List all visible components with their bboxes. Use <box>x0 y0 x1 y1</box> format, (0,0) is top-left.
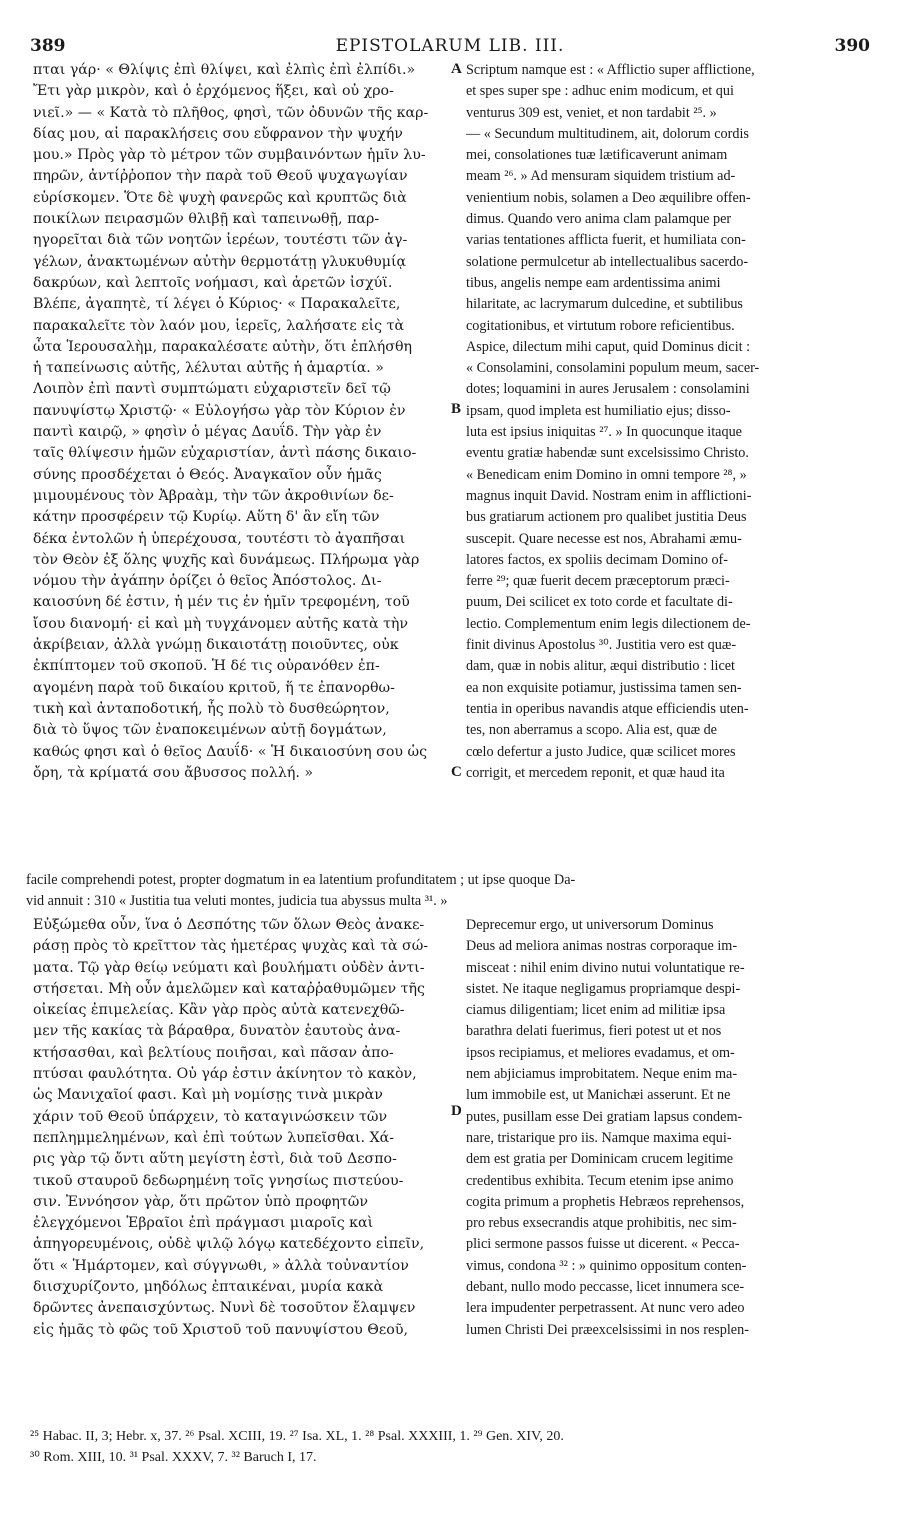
greek-line: πεπλημμελημένων, καὶ ἐπὶ τούτων λυπεῖσθαι. Χά- <box>33 1129 394 1146</box>
greek-line: αγομένη παρὰ τοῦ δικαίου κριτοῦ, ἥ τε ἐπανορθω- <box>33 679 395 696</box>
greek-line: ἀκρίβειαν, ἀλλὰ γνώμῃ δικαιοτάτῃ ποιοῦντες, οὐκ <box>33 637 399 654</box>
greek-line: εὑρίσκομεν. Ὅτε δὲ ψυχὴ φανερῶς καὶ κρυπτῶς διὰ <box>33 189 407 206</box>
latin-line: ipsam, quod impleta est humiliatio ejus; disso- <box>466 402 731 419</box>
greek-line: μεν τῆς κακίας τὰ βάραθρα, δυνατὸν ἑαυτοὺς ἀνα- <box>33 1023 401 1040</box>
greek-line: παντὶ καιρῷ, » φησὶν ὁ μέγας Δαυΐδ. Τὴν γὰρ ἐν <box>33 424 382 441</box>
latin-line: ciamus diligentiam; licet enim ad militiæ ipsa <box>466 1002 726 1019</box>
greek-line: διισχυρίζοντο, μηδόλως ἐπταικέναι, μυρία κακὰ <box>33 1279 384 1296</box>
greek-line: μιμουμένους τὸν Ἀβραὰμ, τὴν τῶν ἀκροθινίων δε- <box>33 487 394 504</box>
page-number-right: 390 <box>834 36 870 56</box>
footnote-line: ³⁰ Rom. XIII, 10. ³¹ Psal. XXXV, 7. ³² Baruch I, 17. <box>30 1450 317 1465</box>
greek-line: ἐλεγχόμενοι Ἑβραῖοι ἐπὶ πράγμασι μιαροῖς καὶ <box>33 1215 374 1232</box>
greek-line: τὸν Θεὸν ἐξ ὅλης ψυχῆς καὶ δυνάμεως. Πλήρωμα γὰρ <box>33 551 420 568</box>
latin-line: tibus, angelis nempe eam ardentissima animi <box>466 274 721 291</box>
greek-line: σύνης προσδέχεται ὁ Θεός. Ἀναγκαῖον οὖν ἡμᾶς <box>33 466 382 483</box>
latin-line: cœlo defertur a justo Judice, quæ scilicet mores <box>466 743 736 760</box>
latin-line: bus gratiarum actionem pro qualibet justitia Deus <box>466 509 747 526</box>
latin-line: — « Secundum multitudinem, ait, dolorum cordis <box>466 125 749 142</box>
greek-line: τικὴ καὶ ἀνταποδοτική, ἧς πολὺ τὸ δυσθεώρητον, <box>33 700 390 717</box>
greek-line: Ἔτι γὰρ μικρὸν, καὶ ὁ ἐρχόμενος ἥξει, καὶ οὐ χρο- <box>33 83 394 100</box>
latin-line: barathra delati fuerimus, fieri potest ut et nos <box>466 1023 722 1040</box>
latin-line: putes, pusillam esse Dei gratiam lapsus condem- <box>466 1108 743 1125</box>
latin-line: dem est gratia per Dominicam crucem legitime <box>466 1151 734 1168</box>
margin-marker-d: D <box>451 1103 462 1119</box>
latin-line: et spes super spe : adhuc enim modicum, et qui <box>466 83 734 100</box>
greek-line: παρακαλεῖτε τὸν λαόν μου, ἱερεῖς, λαλήσατε εἰς τὰ <box>33 317 405 334</box>
greek-line: στήσεται. Μὴ οὖν ἀμελῶμεν καὶ καταῤῥαθυμῶμεν τῆς <box>33 980 425 997</box>
greek-line: ράσῃ πρὸς τὸ κρεῖττον τὰς ἡμετέρας ψυχὰς καὶ τὰ σώ- <box>33 938 429 955</box>
greek-line: τικοῦ σταυροῦ δεδωρημένη τοῖς γνησίως πιστεύου- <box>33 1172 404 1189</box>
greek-line: ἐκπίπτομεν τοῦ σκοποῦ. Ἡ δέ τις οὐρανόθεν ἐπ- <box>33 658 380 675</box>
greek-line: μου.» Πρὸς γὰρ τὸ μέτρον τῶν συμβαινόντων ἡμῖν λυ- <box>33 147 426 164</box>
greek-line: εἰς ἡμᾶς τὸ φῶς τοῦ Χριστοῦ τοῦ πανυψίστου Θεοῦ, <box>33 1321 408 1338</box>
greek-line: δέκα ἐντολῶν ἡ ὑπερέχουσα, τουτέστι τὸ ἀγαπῆσαι <box>33 530 406 547</box>
latin-line: nare, tristarique pro iis. Namque maxima equi- <box>466 1129 732 1146</box>
greek-line: ἴσου διανομή· εἰ καὶ μὴ τυγχάνομεν αὐτῆς κατὰ τὴν <box>33 615 409 632</box>
latin-line: Aspice, dilectum mihi caput, quid Dominus dicit : <box>466 338 751 355</box>
greek-line: ρις γὰρ τῷ ὄντι αὕτη μεγίστη ἐστὶ, διὰ τοῦ Δεσπο- <box>33 1151 397 1168</box>
greek-line: διὰ τὸ ὕψος τῶν ἐναποκειμένων αὐτῇ δογμάτων, <box>33 722 387 739</box>
latin-line: venturus 309 est, veniet, et non tardabit ²⁵. » <box>466 104 717 121</box>
latin-line: ipsos recipiamus, et meliores evadamus, et om- <box>466 1044 735 1061</box>
latin-line: suscepit. Quare necesse est nos, Abrahami æmu- <box>466 530 742 547</box>
latin-line: debant, nullo modo peccasse, licet innumera sce- <box>466 1279 745 1296</box>
greek-line: ὡς Μανιχαῖοί φασι. Καὶ μὴ νομίσῃς τινὰ μικρὰν <box>33 1087 383 1104</box>
greek-line: νόμου τὴν ἀγάπην ὁρίζει ὁ θεῖος Ἀπόστολος. Δι- <box>33 573 382 590</box>
greek-line: Εὐξώμεθα οὖν, ἵνα ὁ Δεσπότης τῶν ὅλων Θεὸς ἀνακε- <box>33 917 425 933</box>
latin-line: lectio. Complementum enim legis dilectionem de- <box>466 615 751 632</box>
latin-line: latores factos, ex spoliis decimam Domino of- <box>466 551 729 568</box>
greek-line: ηγορεῖται διὰ τῶν νοητῶν ἱερέων, τουτέστι τῶν ἀγ- <box>33 232 408 249</box>
latin-line: varias tentationes afflicta fuerit, et humiliata con- <box>466 232 746 249</box>
full-width-line: facile comprehendi potest, propter dogmatum in ea latentium profunditatem ; ut ipse quoque Da- <box>26 872 576 888</box>
latin-line: puum, Dei scilicet ex toto corde et facultate di- <box>466 594 733 611</box>
greek-line: ματα. Τῷ γὰρ θείῳ νεύματι καὶ βουλήματι οὐδὲν ἀντι- <box>33 959 425 976</box>
full-width-line: vid annuit : 310 « Justitia tua veluti montes, judicia tua abyssus multa ³¹. » <box>26 893 448 910</box>
margin-marker-c: C <box>451 764 462 780</box>
page-header <box>30 36 870 58</box>
greek-line: ἡ ταπείνωσις αὐτῆς, λέλυται αὐτῆς ἡ ἁμαρτία. » <box>33 360 384 377</box>
latin-line: Scriptum namque est : « Afflictio super afflictione, <box>466 62 755 78</box>
greek-line: κάτην προσφέρειν τῷ Κυρίῳ. Αὕτη δ' ἂν εἴη τῶν <box>33 509 380 526</box>
greek-column-bottom <box>33 915 453 1341</box>
greek-line: ὦτα Ἱερουσαλὴμ, παρακαλέσατε αὐτὴν, ὅτι ἐπλήσθη <box>33 338 413 355</box>
latin-line: dimus. Quando vero anima clam palamque per <box>466 211 732 228</box>
footnote-line: ²⁵ Habac. II, 3; Hebr. x, 37. ²⁶ Psal. XCIII, 19. ²⁷ Isa. XL, 1. ²⁸ Psal. XXXIII, 1. ²⁹ Gen. XIV, 20. <box>30 1429 564 1444</box>
latin-line: « Benedicam enim Domino in omni tempore ²⁸, » <box>466 466 747 483</box>
latin-line: ferre ²⁹; quæ fuerit decem præceptorum præci- <box>466 573 730 590</box>
greek-line: καθώς φησι καὶ ὁ θεῖος Δαυΐδ· « Ἡ δικαιοσύνη σου ὡς <box>33 743 428 760</box>
latin-line: lumen Christi Dei præexcelsissimi in nos resplen- <box>466 1321 749 1338</box>
greek-line: χάριν τοῦ Θεοῦ ὑπάρχειν, τὸ καταγινώσκειν τῶν <box>33 1108 388 1125</box>
greek-line: καιοσύνη δέ ἐστιν, ἡ μέν τις ἐν ἡμῖν τρεφομένη, τοῦ <box>33 594 410 611</box>
greek-line: πται γάρ· « Θλίψις ἐπὶ θλίψει, καὶ ἐλπὶς ἐπὶ ἐλπίδι.» <box>33 62 416 78</box>
latin-line: eventu gratiæ habendæ sunt excelsissimo Christo. <box>466 445 749 462</box>
latin-line: dotes; loquamini in aures Jerusalem : consolamini <box>466 381 750 398</box>
latin-line: corrigit, et mercedem reponit, et quæ haud ita <box>466 764 725 781</box>
footnotes <box>30 1426 880 1468</box>
latin-line: plici sermone passos fuisse ut dicerent. « Pecca- <box>466 1236 740 1253</box>
latin-line: Deus ad meliora animas nostras corporaque im- <box>466 938 738 955</box>
latin-line: luta est ipsius iniquitas ²⁷. » In quocunque itaque <box>466 424 742 441</box>
greek-line: πανυψίστῳ Χριστῷ· « Εὐλογήσω γὰρ τὸν Κύριον ἐν <box>33 402 406 419</box>
greek-line: πτύσαι φαυλότητα. Οὐ γάρ ἐστιν ἀκίνητον τὸ κακὸν, <box>33 1066 417 1083</box>
latin-line: credentibus exhibita. Tecum etenim ipse animo <box>466 1172 734 1189</box>
latin-line: sistet. Ne itaque negligamus propriamque despi- <box>466 980 741 997</box>
greek-line: Βλέπε, ἀγαπητὲ, τί λέγει ὁ Κύριος· « Παρακαλεῖτε, <box>33 296 401 313</box>
greek-line: σιν. Ἐννόησον γὰρ, ὅτι πρῶτον ὑπὸ προφητῶν <box>33 1193 368 1210</box>
greek-column-top <box>33 60 453 784</box>
latin-line: misceat : nihil enim divino nutui voluntatique re- <box>466 959 745 976</box>
page-number-left: 389 <box>30 36 66 56</box>
greek-line: ὄρη, τὰ κρίματά σου ἄβυσσος πολλή. » <box>33 764 314 781</box>
latin-column-top <box>466 60 874 784</box>
latin-line: « Consolamini, consolamini populum meum, sacer- <box>466 360 760 377</box>
latin-line: cogitationibus, et virtutum robore reficientibus. <box>466 317 735 334</box>
running-title: EPISTOLARUM LIB. III. <box>335 36 565 56</box>
latin-line: finit divinus Apostolus ³⁰. Justitia vero est quæ- <box>466 637 737 654</box>
latin-line: meam ²⁶. » Ad mensuram siquidem tristium ad- <box>466 168 736 185</box>
greek-line: ὅτι « Ἡμάρτομεν, καὶ σύγγνωθι, » ἀλλὰ τοὐναντίον <box>33 1257 409 1274</box>
latin-line: vimus, condona ³² : » quinimo oppositum conten- <box>466 1257 747 1274</box>
greek-line: πηρῶν, ἀντίῤῥοπον τὴν παρὰ τοῦ Θεοῦ ψυχαγωγίαν <box>33 168 408 185</box>
latin-column-bottom <box>466 915 874 1341</box>
greek-line: ταῖς θλίψεσιν ἡμῶν εὐχαριστίαν, ἀντὶ πάσης δικαιο- <box>33 445 417 462</box>
greek-line: δρῶντες ἀνεπαισχύντως. Νυνὶ δὲ τοσοῦτον ἔλαμψεν <box>33 1300 416 1317</box>
margin-marker-b: B <box>451 401 462 417</box>
latin-line: lera impudenter perpetrassent. At nunc vero adeo <box>466 1300 745 1317</box>
latin-line: solatione permulcetur ab intellectualibus sacerdo- <box>466 253 749 270</box>
greek-line: νιεῖ.» — « Κατὰ τὸ πλῆθος, φησὶ, τῶν ὀδυνῶν τῆς καρ- <box>33 104 429 121</box>
full-width-latin <box>26 870 876 913</box>
latin-line: nem abjiciamus improbitatem. Neque enim ma- <box>466 1066 738 1083</box>
greek-line: γέλων, ἀνακτωμένων αὐτὴν θερμοτάτῃ γλυκυθυμίᾳ <box>33 253 407 270</box>
greek-line: Λοιπὸν ἐπὶ παντὶ συμπτώματι εὐχαριστεῖν δεῖ τῷ <box>33 381 391 398</box>
greek-line: κτήσασθαι, καὶ βελτίους ποιῆσαι, καὶ πᾶσαν ἀπο- <box>33 1044 394 1061</box>
latin-line: mei, consolationes tuæ lætificaverunt animam <box>466 147 728 164</box>
margin-marker-a: A <box>451 61 462 77</box>
greek-line: ποικίλων πειρασμῶν θλιβῇ καὶ ταπεινωθῇ, παρ- <box>33 211 380 228</box>
latin-line: magnus inquit David. Nostram enim in afflictioni- <box>466 487 752 504</box>
latin-line: tentia in operibus navandis atque efficiendis uten- <box>466 700 749 717</box>
greek-line: ἀπηγορευμένοις, οὐδὲ ψιλῷ λόγῳ κατεδέχοντο εἰπεῖν, <box>33 1236 425 1253</box>
latin-line: hilaritate, ac lacrymarum dulcedine, et subtilibus <box>466 296 743 313</box>
latin-line: tes, non aberramus a scopo. Alia est, quæ de <box>466 722 717 739</box>
greek-line: οἰκείας ἐπιμελείας. Κἂν γὰρ πρὸς αὐτὰ κατενεχθῶ- <box>33 1002 405 1019</box>
greek-line: δακρύων, καὶ λεπτοῖς νοήμασι, καὶ ἀρετῶν ἰσχύϊ. <box>33 274 393 291</box>
latin-line: Deprecemur ergo, ut universorum Dominus <box>466 917 714 933</box>
latin-line: cogita primum a prophetis Hebræos reprehensos, <box>466 1193 745 1210</box>
greek-line: δίας μου, αἱ παρακλήσεις σου εὔφρανον τὴν ψυχήν <box>33 125 403 142</box>
latin-line: dam, quæ in nobis alitur, æqui distributio : licet <box>466 658 735 675</box>
latin-line: lum immobile est, ut Manichæi asserunt. Et ne <box>466 1087 731 1104</box>
latin-line: venientium nobis, solamen a Deo æquilibre offen- <box>466 189 751 206</box>
latin-line: ea non exquisite potiamur, justissima tamen sen- <box>466 679 742 696</box>
latin-line: pro rebus exsecrandis atque prohibitis, nec sim- <box>466 1215 737 1232</box>
